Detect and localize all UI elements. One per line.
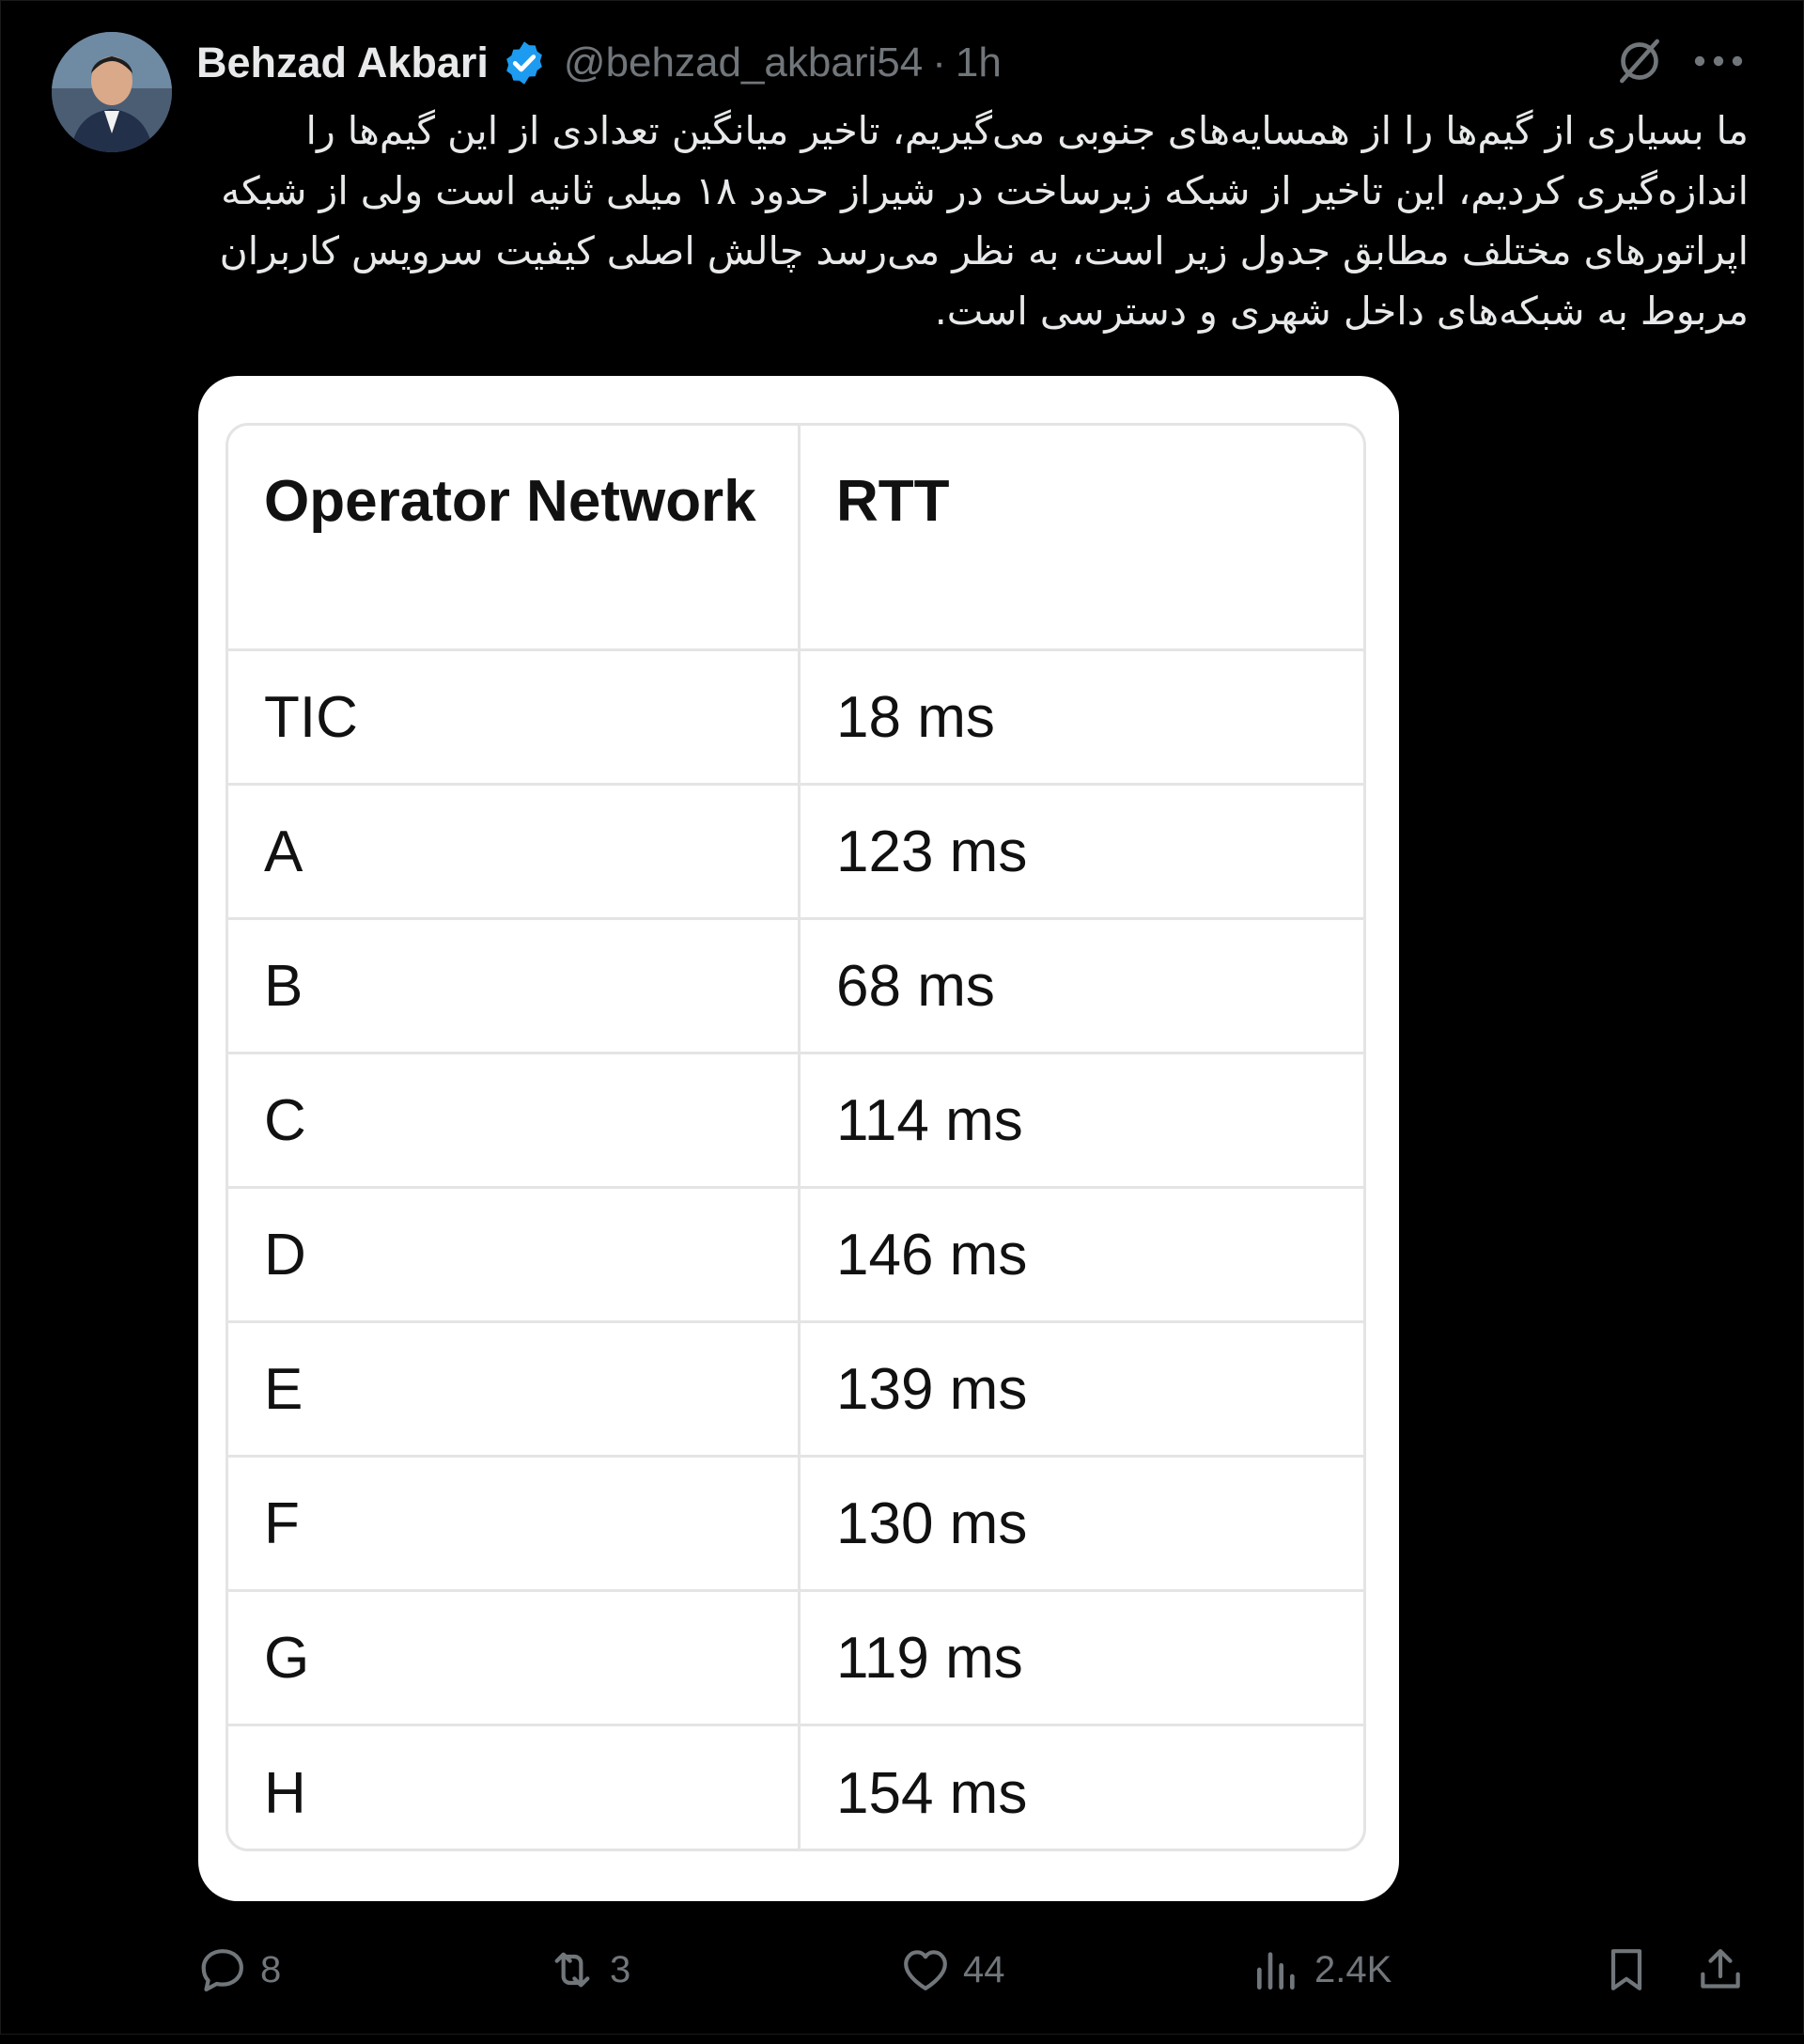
views-count: 2.4K	[1314, 1948, 1392, 1990]
like-button[interactable]	[899, 1937, 1005, 2003]
table-row	[228, 786, 1363, 920]
like-icon	[899, 1943, 952, 1996]
rtt-cell: 123 ms	[836, 819, 1028, 884]
more-icon[interactable]	[1692, 42, 1745, 80]
reply-icon	[196, 1943, 249, 1996]
avatar[interactable]	[52, 32, 172, 152]
bookmark-icon	[1600, 1943, 1653, 1996]
network-cell: H	[228, 1726, 801, 1851]
rtt-cell: 146 ms	[836, 1222, 1028, 1287]
table-row	[228, 1726, 1363, 1851]
network-cell: B	[228, 920, 801, 1052]
network-cell: D	[228, 1189, 801, 1320]
network-cell: C	[228, 1054, 801, 1186]
network-cell: G	[228, 1592, 801, 1724]
author-handle[interactable]: @behzad_akbari54	[563, 39, 924, 86]
network-cell: A	[228, 786, 801, 917]
grok-icon[interactable]	[1613, 35, 1666, 87]
rtt-cell: 18 ms	[836, 684, 995, 750]
table-row	[228, 920, 1363, 1054]
retweet-button[interactable]	[546, 1937, 630, 2003]
tweet-actions	[1, 1937, 1804, 2003]
table-header-row	[228, 426, 1363, 651]
rtt-cell: 119 ms	[836, 1625, 1023, 1691]
network-cell: F	[228, 1458, 801, 1589]
tweet-header	[196, 35, 1002, 91]
header-operator-network: Operator Network	[228, 426, 801, 648]
share-icon	[1694, 1943, 1747, 1996]
share-button[interactable]	[1694, 1937, 1747, 2003]
table-row	[228, 1054, 1363, 1189]
table-row	[228, 651, 1363, 786]
reply-count: 8	[260, 1948, 282, 1990]
table-image-card[interactable]	[198, 376, 1399, 1901]
separator-dot: ·	[932, 39, 946, 86]
tweet-text: ما بسیاری از گیم‌ها را از همسایه‌های جنوبی می‌گیریم، تاخیر میانگین تعدادی از این گیم‌ها را اندازه‌گیری کردیم، این تاخیر از شبکه زیرساخت در شیراز حدود ۱۸ میلی ثانیه است ولی از شبکه اپراتورهای مختلف مطابق جدول زیر است، به نظر می‌رسد چالش اصلی کیفیت سرویس کاربران مربوط به شبکه‌های داخل شهری و دسترسی است.	[219, 108, 1749, 334]
rtt-cell: 130 ms	[836, 1490, 1028, 1556]
rtt-cell: 154 ms	[836, 1761, 1028, 1826]
network-cell: TIC	[228, 651, 801, 783]
rtt-cell: 139 ms	[836, 1356, 1028, 1422]
verified-badge-icon	[500, 39, 549, 87]
rtt-cell: 68 ms	[836, 953, 995, 1019]
table-row	[228, 1189, 1363, 1323]
table-row	[228, 1458, 1363, 1592]
network-cell: E	[228, 1323, 801, 1455]
author-name[interactable]: Behzad Akbari	[196, 39, 489, 86]
rtt-table	[226, 423, 1366, 1851]
retweet-icon	[546, 1943, 599, 1996]
table-row	[228, 1323, 1363, 1458]
views-icon	[1251, 1943, 1303, 1996]
table-row	[228, 1592, 1363, 1726]
like-count: 44	[963, 1948, 1005, 1990]
views-button[interactable]	[1251, 1937, 1392, 2003]
header-rtt: RTT	[836, 469, 950, 534]
rtt-cell: 114 ms	[836, 1087, 1023, 1153]
timestamp[interactable]: 1h	[955, 39, 1002, 86]
retweet-count: 3	[610, 1948, 631, 1990]
reply-button[interactable]	[196, 1937, 281, 2003]
bookmark-button[interactable]	[1600, 1937, 1653, 2003]
